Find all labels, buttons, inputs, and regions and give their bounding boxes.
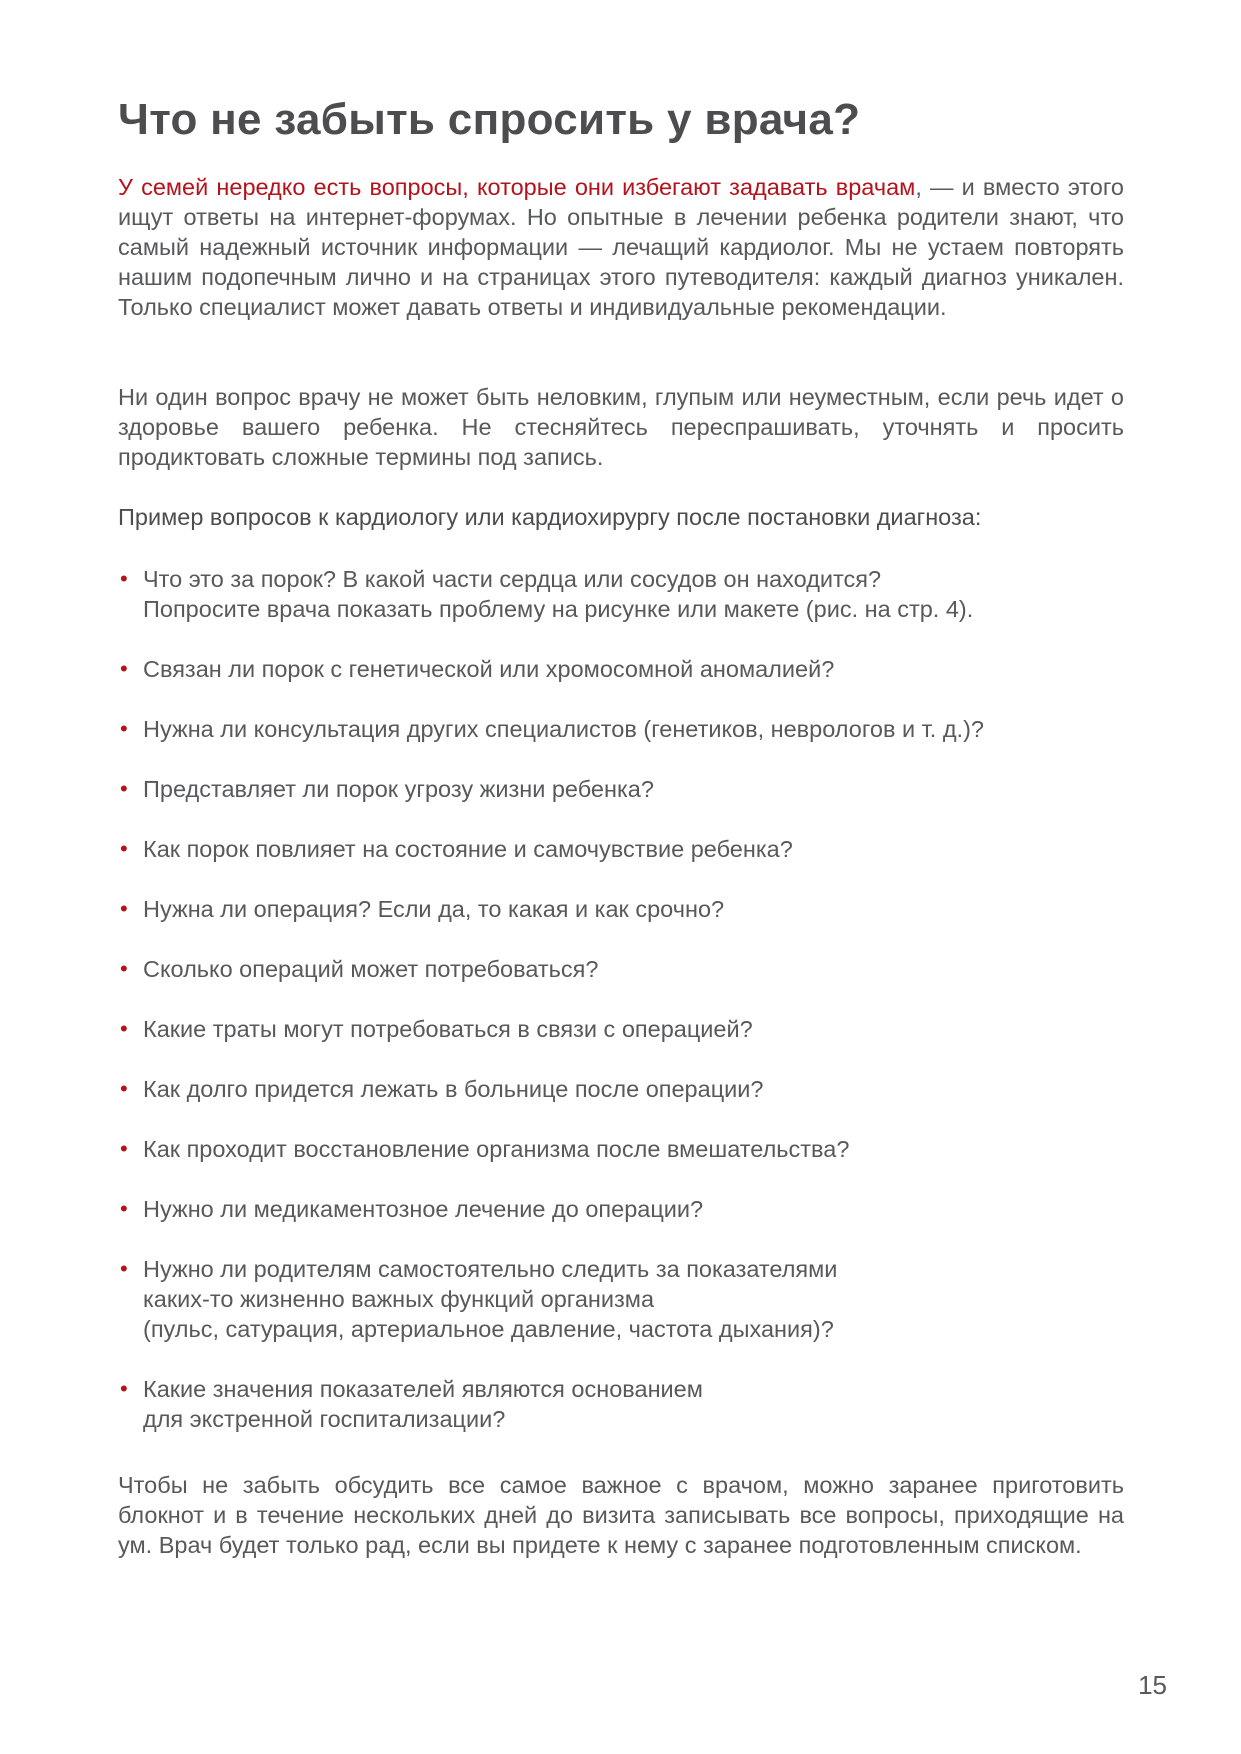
question-line: Нужно ли медикаментозное лечение до операции?	[143, 1196, 704, 1222]
question-line: Нужно ли родителям самостоятельно следить за показателями	[143, 1256, 838, 1282]
question-line: для экстренной госпитализации?	[143, 1406, 506, 1432]
list-intro: Пример вопросов к кардиологу или кардиохирургу после постановки диагноза:	[118, 504, 982, 530]
question-item	[118, 894, 1124, 924]
bullet-icon: •	[120, 1016, 128, 1041]
question-item	[118, 774, 1124, 804]
question-line: Какие значения показателей являются основанием	[143, 1376, 703, 1402]
bullet-icon: •	[120, 1076, 128, 1101]
question-line: Сколько операций может потребоваться?	[143, 956, 599, 982]
question-item	[118, 834, 1124, 864]
question-line: Как проходит восстановление организма после вмешательства?	[143, 1136, 850, 1162]
intro-rest: , — и вместо этого ищут ответы на интернет-форумах. Но опытные в лечении ребенка родители знают, что самый надежный источник информации — лечащий кардиолог. Мы не устаем повторять нашим подопечным лично и на страницах этого путеводителя: каждый диагноз уникален. Только специалист может давать ответы и индивидуальные рекомендации.	[118, 174, 1125, 320]
question-item	[118, 1374, 1124, 1434]
question-item	[118, 1134, 1124, 1164]
question-line: Представляет ли порок угрозу жизни ребенка?	[143, 776, 654, 802]
question-line: каких-то жизненно важных функций организма	[143, 1286, 655, 1312]
bullet-icon: •	[120, 1196, 128, 1221]
question-line: Нужна ли операция? Если да, то какая и как срочно?	[143, 896, 725, 922]
bullet-icon: •	[120, 1376, 128, 1401]
intro-paragraph	[118, 172, 1124, 322]
question-line: Как долго придется лежать в больнице после операции?	[143, 1076, 764, 1102]
bullet-icon: •	[120, 896, 128, 921]
page-number: 15	[1138, 1670, 1167, 1700]
question-item	[118, 654, 1124, 684]
question-item	[118, 1074, 1124, 1104]
question-line: Попросите врача показать проблему на рисунке или макете (рис. на стр. 4).	[143, 596, 974, 622]
questions-list	[118, 564, 1124, 1464]
bullet-icon: •	[120, 1136, 128, 1161]
bullet-icon: •	[120, 656, 128, 681]
bullet-icon: •	[120, 836, 128, 861]
question-line: (пульс, сатурация, артериальное давление, частота дыхания)?	[143, 1316, 834, 1342]
question-line: Как порок повлияет на состояние и самочувствие ребенка?	[143, 836, 793, 862]
question-line: Какие траты могут потребоваться в связи с операцией?	[143, 1016, 753, 1042]
bullet-icon: •	[120, 956, 128, 981]
question-line: Что это за порок? В какой части сердца или сосудов он находится?	[143, 566, 882, 592]
question-item	[118, 1014, 1124, 1044]
question-item	[118, 564, 1124, 624]
question-line: Связан ли порок с генетической или хромосомной аномалией?	[143, 656, 835, 682]
closing-paragraph: Чтобы не забыть обсудить все самое важное с врачом, можно заранее приготовить блокнот и в течение нескольких дней до визита записывать все вопросы, приходящие на ум. Врач будет только рад, если вы придете к нему с заранее подготовленным списком.	[118, 1472, 1124, 1558]
bullet-icon: •	[120, 716, 128, 741]
bullet-icon: •	[120, 776, 128, 801]
bullet-icon: •	[120, 1256, 128, 1281]
question-item	[118, 954, 1124, 984]
reassurance-paragraph: Ни один вопрос врачу не может быть неловким, глупым или неуместным, если речь идет о здоровье вашего ребенка. Не стесняйтесь переспрашивать, уточнять и просить продиктовать сложные термины под запись.	[118, 384, 1124, 470]
question-line: Нужна ли консультация других специалистов (генетиков, неврологов и т. д.)?	[143, 716, 984, 742]
bullet-icon: •	[120, 566, 128, 591]
page-title: Что не забыть спросить у врача?	[118, 95, 861, 144]
intro-highlight: У семей нередко есть вопросы, которые они избегают задавать врачам	[118, 174, 916, 200]
question-item	[118, 714, 1124, 744]
question-item	[118, 1254, 1124, 1344]
question-item	[118, 1194, 1124, 1224]
